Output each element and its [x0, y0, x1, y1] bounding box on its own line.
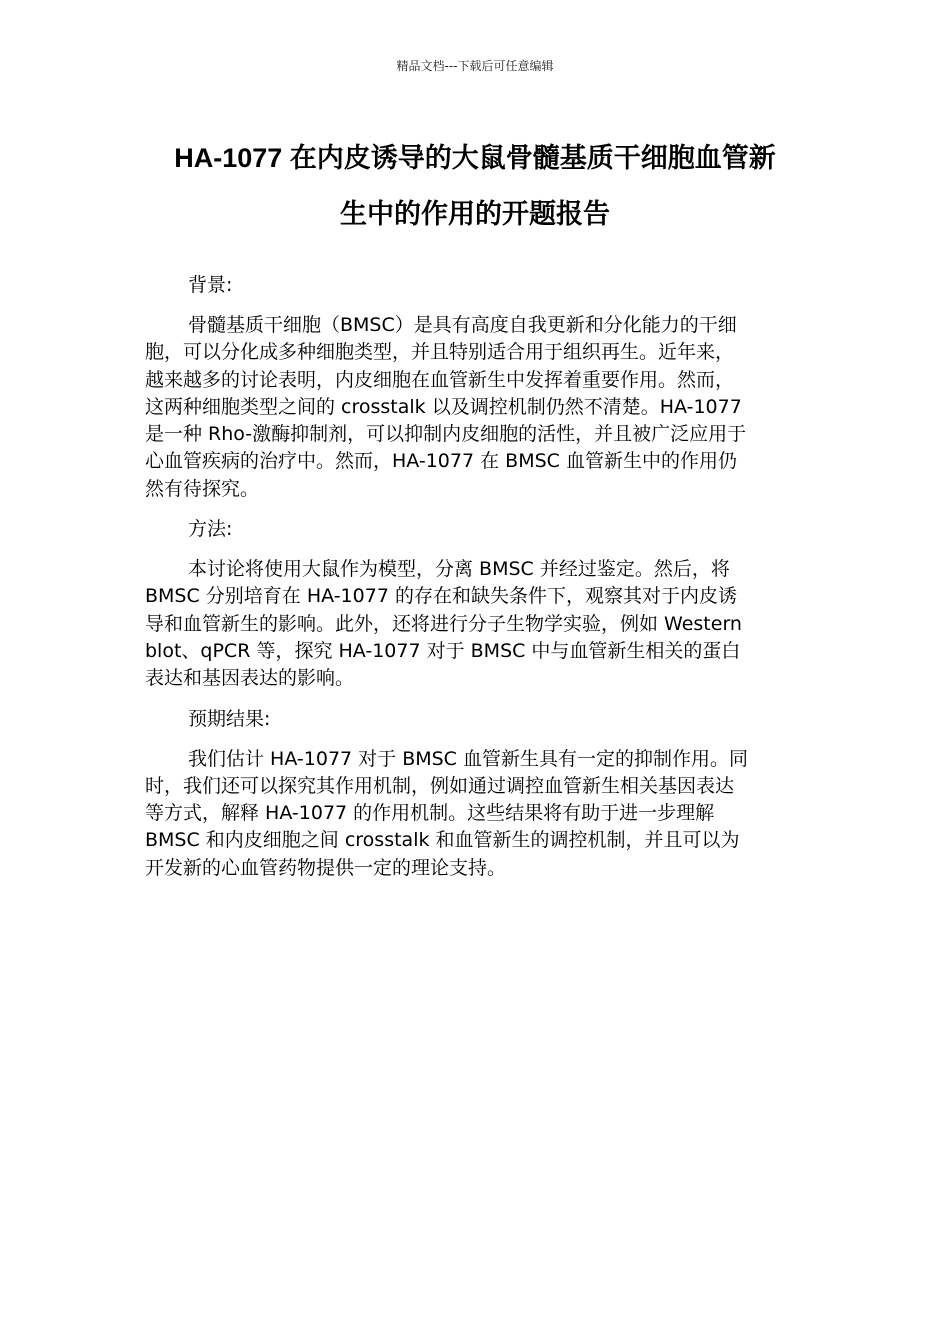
paragraph-line: 等方式，解释 HA-1077 的作用机制。这些结果将有助于进一步理解	[145, 802, 715, 825]
paragraph-line: 心血管疾病的治疗中。然而，HA-1077 在 BMSC 血管新生中的作用仍	[145, 450, 737, 473]
section-heading-methods: 方法:	[188, 518, 233, 541]
title-line-1: HA-1077 在内皮诱导的大鼠骨髓基质干细胞血管新	[174, 143, 776, 173]
document-title	[140, 130, 810, 242]
paragraph-background	[145, 312, 805, 503]
paragraph-line: 越来越多的讨论表明，内皮细胞在血管新生中发挥着重要作用。然而，	[145, 368, 735, 391]
paragraph-line: 导和血管新生的影响。此外，还将进行分子生物学实验，例如 Western	[145, 612, 742, 635]
section-heading-background: 背景:	[188, 274, 233, 296]
paragraph-line: 我们估计 HA-1077 对于 BMSC 血管新生具有一定的抑制作用。同	[188, 747, 748, 770]
paragraph-line: 骨髓基质干细胞（BMSC）是具有高度自我更新和分化能力的干细	[188, 314, 737, 336]
paragraph-line: BMSC 分别培育在 HA-1077 的存在和缺失条件下，观察其对于内皮诱	[145, 585, 737, 608]
paragraph-line: 然有待探究。	[145, 477, 260, 500]
section-heading-expected-results: 预期结果:	[188, 707, 271, 730]
paragraph-line: 开发新的心血管药物提供一定的理论支持。	[145, 856, 507, 879]
paragraph-line: 是一种 Rho-激酶抑制剂，可以抑制内皮细胞的活性，并且被广泛应用于	[145, 423, 747, 446]
paragraph-expected-results	[145, 746, 805, 882]
paragraph-line: 本讨论将使用大鼠作为模型，分离 BMSC 并经过鉴定。然后，将	[188, 558, 730, 581]
header-note: 精品文档---下载后可任意编辑	[396, 59, 554, 73]
paragraph-line: 这两种细胞类型之间的 crosstalk 以及调控机制仍然不清楚。HA-1077	[145, 395, 742, 418]
title-line-2: 生中的作用的开题报告	[340, 199, 610, 229]
document-body	[145, 272, 805, 882]
paragraph-line: BMSC 和内皮细胞之间 crosstalk 和血管新生的调控机制，并且可以为	[145, 829, 740, 852]
paragraph-line: 时，我们还可以探究其作用机制，例如通过调控血管新生相关基因表达	[145, 774, 735, 797]
paragraph-line: 胞，可以分化成多种细胞类型，并且特别适合用于组织再生。近年来，	[145, 341, 735, 364]
paragraph-line: blot、qPCR 等，探究 HA-1077 对于 BMSC 中与血管新生相关的蛋白	[145, 639, 741, 662]
paragraph-line: 表达和基因表达的影响。	[145, 667, 355, 690]
paragraph-methods	[145, 556, 805, 692]
